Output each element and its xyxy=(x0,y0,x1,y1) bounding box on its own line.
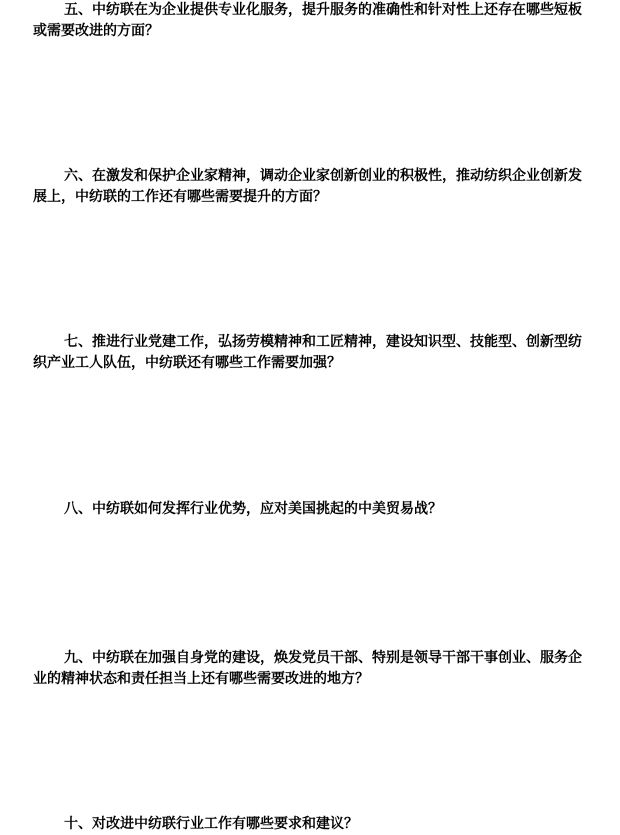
question-8: 八、中纺联如何发挥行业优势，应对美国挑起的中美贸易战？ xyxy=(64,501,442,517)
question-5: 五、中纺联在为企业提供专业化服务，提升服务的准确性和针对性上还存在哪些短板或需要改进的方面？ xyxy=(33,2,582,39)
question-9: 九、中纺联在加强自身党的建设，焕发党员干部、特别是领导干部干事创业、服务企业的精神状态和责任担当上还有哪些需要改进的地方？ xyxy=(33,650,582,687)
question-10: 十、对改进中纺联行业工作有哪些要求和建议？ xyxy=(64,816,358,832)
question-6: 六、在激发和保护企业家精神，调动企业家创新创业的积极性，推动纺织企业创新发展上，中纺联的工作还有哪些需要提升的方面？ xyxy=(33,168,582,205)
question-7: 七、推进行业党建工作，弘扬劳模精神和工匠精神，建设知识型、技能型、创新型纺织产业工人队伍，中纺联还有哪些工作需要加强？ xyxy=(33,334,582,371)
